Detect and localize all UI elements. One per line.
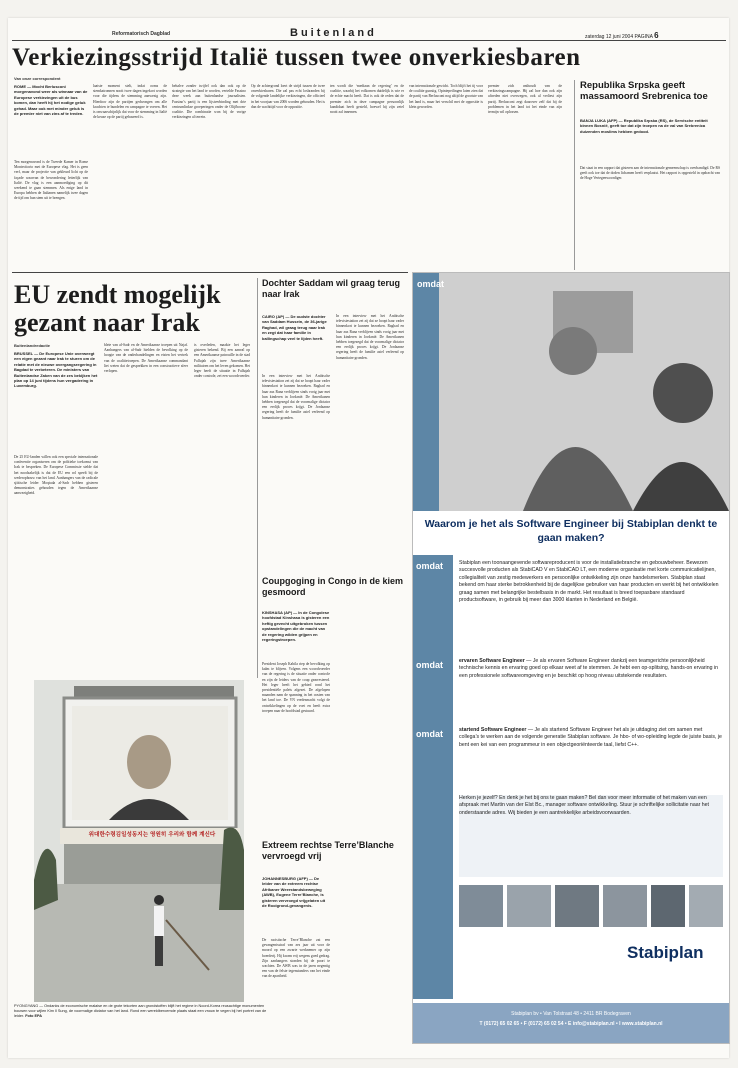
omdat-label-1: omdat [416,561,443,571]
iraq-col-2: bleie van al-Sadr en de Amerikaanse troepen uit Najaf. Aanhangers van al-Sadr hielden de bevolking op de hoogte van de onderhandelingen en eisten het vertrek van de coalitietroepen. De Amerikaanse commandant liet weten dat de gesprekken in een constructieve sfeer verlopen. [104,343,188,374]
stabiplan-logo: Stabiplan [627,943,704,962]
photo-strip [459,885,723,927]
lead-italy: ROME — Mocht Berlusconi morgenavond weer als winnaar van de Europese verkiezingen uit de bus komen, dan heeft hij het nodige geluk gehad. Maar ook met minder geluk is de premier niet van zins af te treden. [14,84,88,117]
caption-text: PYONGYANG — Ondanks de economische malaise en de grote tekorten aan grondstoffen blijft het regime in Noord-Korea reusachtige monumenten bouwen voor wijlen Kim Il Sung, de voormalige dictator van het land. Rond een wereldberoemde plaats staat een vrouw te vegen bij het portret van de leider. [14,1004,267,1019]
body-srebrenica: Dat staat in een rapport dat gisteren aan de internationale gemeenschap is overhandigd. De RS geeft ook toe dat de doden lichamen heeft verplaatst. Het rapport is opgesteld in opdracht van de Hoge Vertegenwoordiger. [580,166,720,181]
pyongyang-photo [34,680,244,1002]
mid-rule [12,272,408,273]
ad-block-2: ervaren Software Engineer — Je als ervaren Software Engineer dankzij een teamgerichte persoonlijkheid technische kennis en ervaring goed op elkaar weet af te stemmen. Je hebt een op-splitsing, hands-on ervaring in een professionele softwareomgeving en je beschikt op hoog niveau uitstekende resultaten. [459,658,718,679]
ad-block-2-title: ervaren Software Engineer [459,658,525,664]
page-number: 6 [654,31,659,40]
ad-block-3: startend Software Engineer — Je als startend Software Engineer het als je uitdaging ziet om samen met collega’s te werken aan de volgende generatie Stabiplan software. Je hbo- of wo-opleiding legde de juiste basis, je bent een kei van een programmeur in een objectgeoriënteerde taal, liefst C++. [459,727,722,748]
ad-block-2-text: Je als ervaren Software Engineer dankzij een teamgerichte persoonlijkheid technische kennis en ervaring goed op elkaar weet af te stemmen. Je hebt een op-splitsing, hands-on ervaring in een professionele softwareomgeving en je beschikt op hoog niveau uitstekende resultaten. [459,658,718,679]
date-text: zaterdag 12 juni 2004 [585,34,634,40]
omdat-label-2: omdat [416,660,443,670]
column-divider-2 [257,278,258,678]
italy-col-3: behalve zonder twijfel ook dan ook op de strategie van het land te worden, vertelde Fassino deze week aan buitenlandse journalisten. Fassino’s partij is een lijstverbinding met drie centrumlinkse groeperingen onder de Olijfboom-coalitie. Die combinatie won bij de vorige verkiezingen al terrein. [172,84,246,120]
footer-address: Stabiplan bv • Van Tolstraat 48 • 2411 BR Bodegraven [511,1011,631,1017]
monument-sign: 위대한수령김일성동지는 영원히 우리와 함께 계신다 [88,832,216,838]
iraq-col-1: De 25 EU-landen willen ook een speciale internationale conferentie organiseren om de politieke toekomst van Irak te bespreken. De Europese Commissie stelde dat het noodzakelijk is dat de EU een rol speelt bij de wederopbouw van het land. Aanhangers van de radicale sjiitische leider Moqtada al-Sadr hebben gisteren demonstraties gehouden tegen de Amerikaanse aanwezigheid. [14,455,98,496]
headline-saddam: Dochter Saddam wil graag terug naar Irak [262,278,401,299]
body-congo: President Joseph Kabila riep de bevolking op kalm te blijven. Volgens een woordvoerder van de regering is de situatie onder controle en zijn de leiders van de coup gearresteerd. Het leger heeft het gebied rond het presidentiële paleis afgezet. De afgelopen maanden nam de spanning in het oosten van het land toe. De VN vredesmacht volgt de ontwikkelingen op de voet en heeft extra troepen naar de hoofdstad gestuurd. [262,662,330,713]
headline-italy: Verkiezingsstrijd Italië tussen twee onverkiesbaren [12,44,581,71]
lead-terreblanche: JOHANNESBURG (AFP) — De leider van de extreem rechtse Afrikaner Weerstandsbeweging (AWB), Eugene Terre’Blanche, is gisteren vervroegd vrijgelaten uit de Rooigrond-gevangenis. [262,876,326,909]
section-title: Buitenland [290,27,377,39]
headline-terreblanche: Extreem rechtse Terre’Blanche vervroegd vrij [262,840,394,861]
byline-italy: Van onze correspondent [14,76,61,81]
omdat-label-3: omdat [416,729,443,739]
ad-block-1: Stabiplan een toonaangevende softwareproducent is voor de installatiebranche en gebouwbeheer. Bewezen succesvolle producten als StabiCAD V en StabiCAD LT, een moderne organisatie met korte communicatielijnen, collegialiteit van zestig medewerkers en persoonlijke ontwikkeling zijn onze handelsmerken. Stabiplan staat bekend om haar sterke betrokkenheid bij de dagelijkse gebruiker van haar producten en werkt bij het ontwikkelen graag samen met belangrijke bestelbasis in de markt. Het resultaat is breed toepasbare standaard productsoftware, in gebruik bij meer dan 3000 klanten in Nederland en België. [459,560,719,604]
footer-contact: T (0172) 65 02 65 • F (0172) 65 02 54 • E info@stabiplan.nl • I www.stabiplan.nl [479,1021,663,1027]
ad-question: Waarom je het als Software Engineer bij Stabiplan denkt te gaan maken? [424,518,718,544]
monument-illustration [34,680,244,1002]
page-label: PAGINA [634,34,653,40]
paper-name: Reformatorisch Dagblad [112,31,171,37]
ad-photo [413,273,729,511]
lead-saddam: CAIRO (AP) — De oudste dochter van Saddam Hussein, de 36-jarige Raghad, wil graag terug naar Irak en zegt dat haar familie in ballingschap veel te lijden heeft. [262,314,327,341]
engineers-illustration [413,273,729,511]
headline-congo: Coupgoging in Congo in de kiem gesmoord [262,576,403,597]
stabiplan-advertisement [412,272,730,1044]
italy-col-2: laatste moment stelt, indat ooms de stemkatronnen nooit twee dagen ingekort worden voor die tijdens de stemming aanwezig zijn. Hierdoor zijn de partijen gedwongen om alle krachten te bundelen en campagne te voeren. Het is onwaarschijnlijk dat voor de stemming in Italië de keuze op de partij gebaseerd is. [93,84,167,120]
ad-omdat-top: omdat [417,279,444,289]
ad-block-4: Herken je jezelf? En denk je het bij ons te gaan maken? Bel dan voor meer informatie of het maken van een afspraak met Martin van der Elst Bc., manager software ontwikkeling. Stuur je schriftelijke sollicitatie naar het onderstaande adres. Wij bieden je een aantrekkelijke arbeidsvoorwaarden. [459,795,723,877]
italy-col-4: Op de achtergrond loert de strijd tussen de twee onverkiesbaren. Die zal pas echt losbranden bij de volgende landelijke verkiezingen, die officieel in het voorjaar van 2006 worden gehouden. Het is dan de wachttijd voor de oppositie. [251,84,325,109]
byline-iraq: Buitenlandredactie [14,343,51,348]
lead-srebrenica: BANJA LUKA (AFP) — Republika Srpska (RS), de Servische entiteit binnen Bosnië, geeft toe dat zijn troepen na de val van Srebrenica duizenden moslims hebben gedood. [580,118,708,134]
headline-srebrenica: Republika Srpska geeft massamoord Srebrenica toe [580,80,708,102]
date-line [585,31,659,40]
photo-caption [14,1004,274,1020]
ad-sidebar [413,555,453,999]
italy-col-6: van internationale gewicht. Toch blijft het tij voor de coalitie gunstig. Opiniepeilingen laten zien dat de partij van Berlusconi nog altijd de grootste van het land is, maar het verschil met de oppositie is klein geworden. [409,84,483,109]
headline-iraq: EU zendt mogelijk gezant naar Irak [14,280,221,337]
header-rule [12,40,726,41]
body-saddam: In een interview met het Arabische televisiestation zei zij dat ze hoopt haar vader binnenkort te kunnen bezoeken. Raghad en haar zus Rana verblijven sinds vorig jaar met hun kinderen in Jordanië. De Amerikanen hebben toegezegd dat de voormalige dictator een eerlijk proces krijgt. De Jordaanse regering heeft de familie asiel verleend op humanitaire gronden. [262,374,330,420]
italy-col-5: ten wordt die ‘mediaan de regering’ en de coalitie, waarbij het volkomen duidelijk is wie er de echte macht heeft. Dat is ook de reden dat de premier zich in deze campagne persoonlijk kandidaat heeft gesteld, hoewel hij zijn zetel nooit zal innemen. [330,84,404,115]
ad-block-3-title: startend Software Engineer [459,727,527,733]
iraq-col-3: is overleden, maakte het leger gisteren bekend. Bij een aanval op een Amerikaanse patrouille in de stad Fallujah zijn twee Amerikaanse militairen om het leven gekomen. Het leger heeft de situatie in Fallujah onder controle, zei een woordvoerder. [194,343,250,379]
photo-credit: Foto EPA [25,1014,43,1019]
italy-col-1: Ten morgenavond is de Tweede Kamer in Rome Montecitorio met de Europese vlag. Het is geen verf, maar de projectie van gekleurd licht op de façade waarvan de bewondering letterlijk van Italië. De vlag is een aanmoediging op dit weekend te gaan stemmen. Als enige land in Europa hebben de Italianen namelijk twee dagen de tijd om hun stem uit te brengen. [14,160,88,201]
ad-block-3-text: Je als startend Software Engineer het als je uitdaging ziet om samen met collega’s te werken aan de volgende generatie Stabiplan software. Je hbo- of wo-opleiding legde de juiste basis, je bent een kei van een programmeur in een objectgeoriënteerde taal, liefst C++. [459,727,722,748]
ad-photo-strip [459,885,723,927]
continuation-column: In een interview met het Arabische televisiestation zei zij dat ze hoopt haar vader binnenkort te kunnen bezoeken. Raghad en haar zus Rana verblijven sinds vorig jaar met hun kinderen in Jordanië. De Amerikanen hebben toegezegd dat de voormalige dictator een eerlijk proces krijgt. De Jordaanse regering heeft de familie asiel verleend op humanitaire gronden. [336,314,404,360]
italy-col-7: premier zich onthoudt van de verkiezingscampagne. Hij zal hoe dan ook zijn aftreden niet overwegen, ook al verliest zijn partij. Berlusconi zegt daarover zelf dat hij de problemen in het land tot het einde van zijn termijn wil oplossen. [488,84,562,115]
ad-footer [413,1003,729,1043]
lead-iraq: BRUSSEL — De Europese Unie overweegt een eigen gezant naar Irak te sturen om de relatie met de nieuwe overgangsregering in Bagdad te verbeteren. De ministers van Buitenlandse Zaken van de zes bekijken het plan op 14 juni tijdens hun vergadering in Luxemburg. [14,351,98,389]
body-terreblanche: De racistische Terre’Blanche zat een gevangenisstraf van zes jaar uit voor de moord op een zwarte werknemer op zijn boerderij. Hij kwam vrij wegens goed gedrag. Zijn aanhangers stonden bij de poort te wachten. De AWB was in de jaren negentig een van de felste tegenstanders van het einde van de apartheid. [262,938,330,979]
column-divider [574,80,575,270]
lead-congo: KINSHASA (AP) — In de Congolese hoofdstad Kinshasa is gisteren een heftig gevecht uitgebroken tussen opstandelingen die de macht van de regering wilden grijpen en regeringstroepen. [262,610,330,643]
